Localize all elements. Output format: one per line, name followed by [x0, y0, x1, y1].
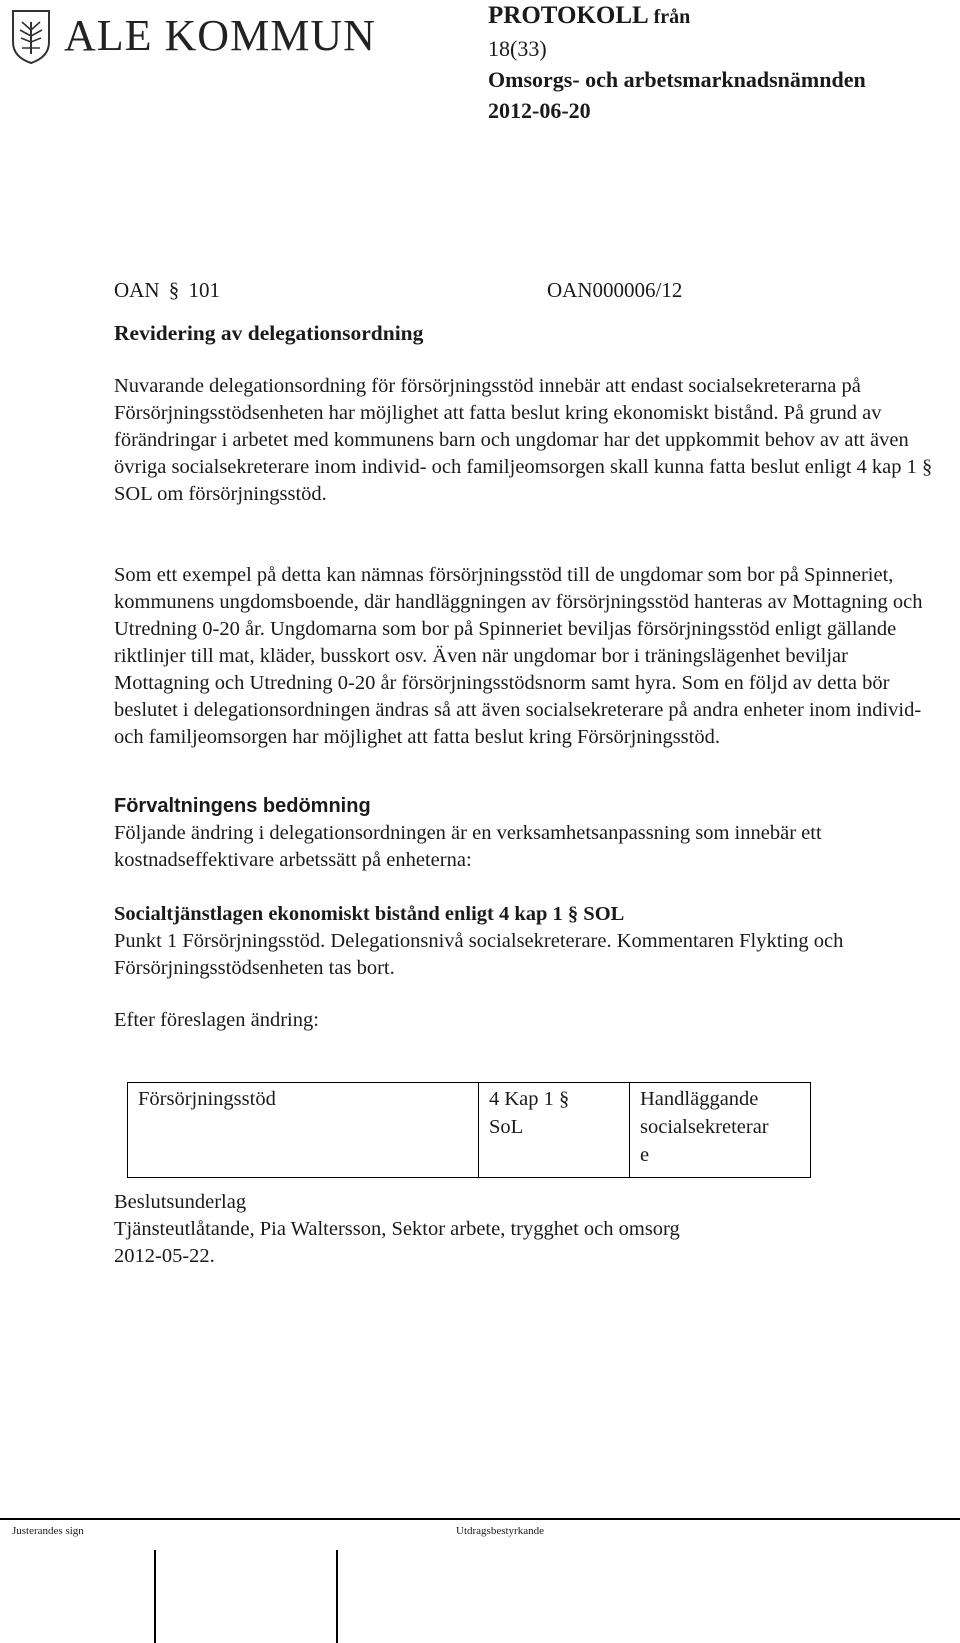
assessment-heading: Förvaltningens bedömning — [114, 795, 371, 817]
assessment-text: Följande ändring i delegationsordningen är en verksamhetsanpassning som innebär ett kostnadseffektivare arbetssätt på enheterna: — [114, 822, 822, 871]
sol-heading: Socialtjänstlagen ekonomiskt bistånd enligt 4 kap 1 § SOL — [114, 903, 625, 925]
doc-type-label: PROTOKOLL — [488, 2, 648, 29]
delegate-line-3: e — [640, 1144, 650, 1166]
table-row — [128, 1083, 811, 1178]
committee-name: Omsorgs- och arbetsmarknadsnämnden — [488, 67, 866, 92]
doc-type — [488, 0, 866, 33]
sol-text: Punkt 1 Försörjningsstöd. Delegationsnivå socialsekreterare. Kommentaren Flykting och Försörjningsstödsenheten tas bort. — [114, 930, 844, 979]
footer-divider — [0, 1518, 960, 1520]
case-reference — [114, 278, 714, 303]
extract-label: Utdragsbestyrkande — [456, 1525, 544, 1537]
delegate-line-1: Handläggande — [640, 1088, 759, 1110]
case-prefix: OAN — [114, 278, 160, 302]
paragraph-intro: Nuvarande delegationsordning för försörjningsstöd innebär att endast socialsekreterarna på Försörjningsstödsenheten har möjlighet att fatta beslut kring ekonomiskt bistånd. På grund av förändringar i arbetet med kommunens barn och ungdomar har det uppkommit behov av att även övriga socialsekreterare inom individ- och familjeomsorgen skall kunna fatta beslut enligt 4 kap 1 § SOL om försörjningsstöd. — [114, 375, 933, 505]
paragraph-example: Som ett exempel på detta kan nämnas försörjningsstöd till de ungdomar som bor på Spinneriet, kommunens ungdomsboende, där handläggningen av försörjningsstöd hanteras av Mottagning och Utredning 0-20 år. Ungdomarna som bor på Spinneriet beviljas försörjningsstöd enligt gällande riktlinjer till mat, kläder, busskort osv. Även när ungdomar bor i träningslägenhet beviljar Mottagning och Utredning 0-20 år försörjningsstödsnorm samt hyra. Som en följd av detta bör beslutet i delegationsordningen ändras så att även socialsekreterare på andra enheter inom individ- och familjeomsorgen har möjlighet att fatta beslut kring Försörjningsstöd. — [114, 564, 923, 748]
basis-line-1: Tjänsteutlåtande, Pia Waltersson, Sektor arbete, trygghet och omsorg — [114, 1218, 680, 1240]
basis-heading: Beslutsunderlag — [114, 1191, 247, 1213]
table-cell-delegate — [630, 1083, 811, 1178]
case-number: 101 — [188, 278, 220, 302]
basis-line-2: 2012-05-22. — [114, 1245, 215, 1267]
tree-emblem-icon — [10, 8, 52, 64]
municipality-logo — [10, 8, 376, 64]
assessment-section — [114, 793, 944, 874]
after-change-label: Efter föreslagen ändring: — [114, 1009, 319, 1031]
sign-label: Justerandes sign — [12, 1525, 84, 1537]
delegation-table — [127, 1082, 811, 1178]
page-title: Revidering av delegationsordning — [114, 321, 424, 345]
doc-type-suffix: från — [653, 6, 691, 28]
meeting-date: 2012-06-20 — [488, 98, 591, 123]
paragraph-symbol: § — [168, 278, 180, 302]
signature-box-divider — [154, 1550, 156, 1643]
logo-text: ALE KOMMUN — [64, 11, 376, 60]
law-line-2: SoL — [489, 1116, 524, 1138]
signature-box-divider — [336, 1550, 338, 1643]
matter-text: Försörjningsstöd — [138, 1088, 276, 1110]
case-diary-number: OAN000006/12 — [547, 278, 683, 302]
document-header — [488, 0, 866, 126]
signature-footer — [0, 1518, 960, 1643]
delegate-line-2: socialsekreterar — [640, 1116, 769, 1138]
sol-section — [114, 901, 944, 982]
basis-section — [114, 1189, 944, 1270]
table-cell-matter — [128, 1083, 479, 1178]
table-cell-law — [479, 1083, 630, 1178]
law-line-1: 4 Kap 1 § — [489, 1088, 570, 1110]
page-number: 18(33) — [488, 36, 547, 61]
